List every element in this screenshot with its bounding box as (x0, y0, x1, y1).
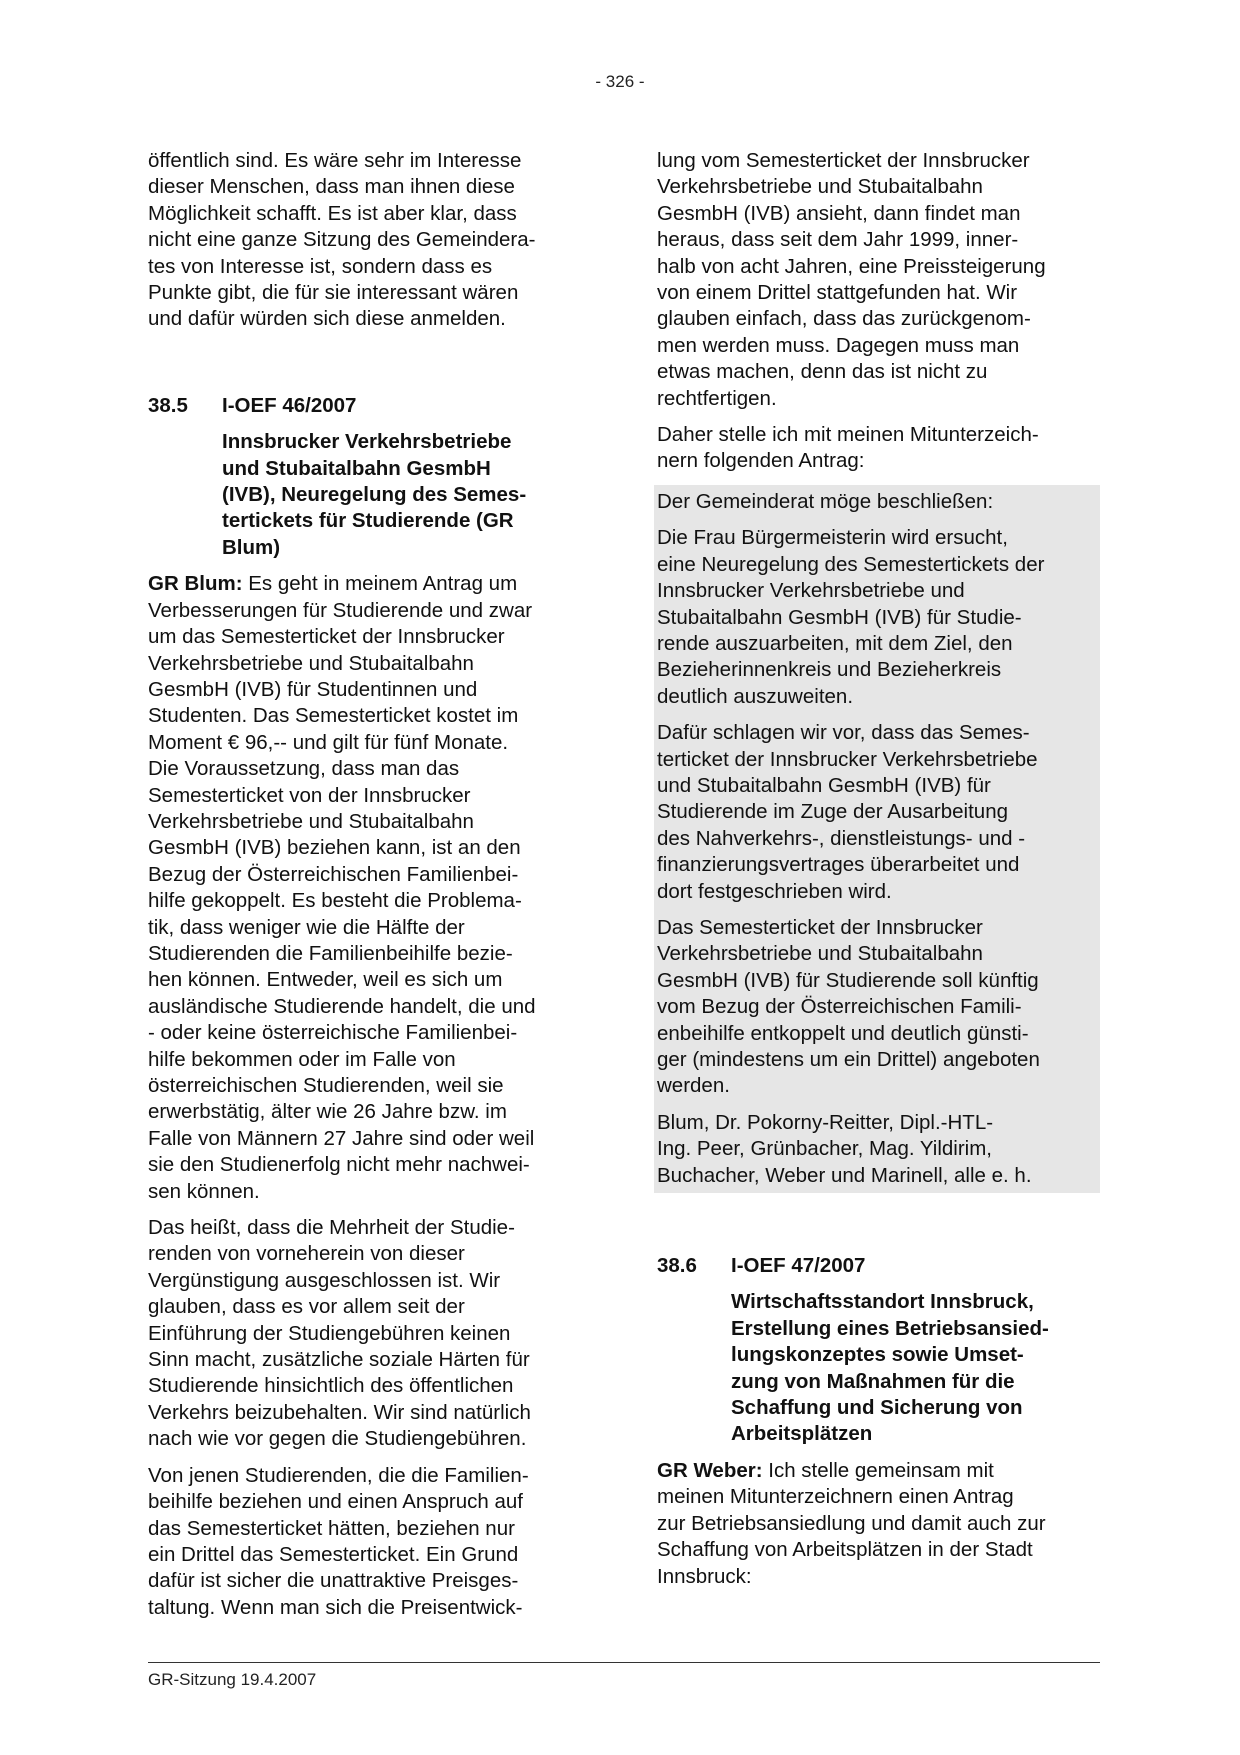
text-line: ein Drittel das Semesterticket. Ein Grund (148, 1542, 519, 1566)
text-line: tes von Interesse ist, sondern dass es (148, 254, 493, 278)
text-line: finanzierungsvertrages überarbeitet und (657, 853, 1020, 877)
text-line: Schaffung und Sicherung von (731, 1396, 1023, 1420)
text-line: Semesterticket von der Innsbrucker (148, 783, 471, 807)
text-line: hilfe gekoppelt. Es besteht die Problema- (148, 889, 522, 913)
text-line: österreichischen Studierenden, weil sie (148, 1074, 504, 1097)
text-line: und Stubaitalbahn GesmbH (222, 456, 491, 480)
text-line: Möglichkeit schafft. Es ist aber klar, dass (148, 201, 517, 225)
motion-decoupling-paragraph (657, 915, 1097, 1100)
section-code: I-OEF 46/2007 (222, 393, 357, 417)
speaker-label: GR Weber: (657, 1458, 763, 1482)
text-line: hilfe bekommen oder im Falle von (148, 1047, 456, 1071)
speech-gr-weber (657, 1458, 1097, 1590)
text-line: und Stubaitalbahn GesmbH (IVB) für (657, 773, 991, 797)
text-line: Punkte gibt, die für sie interessant wären (148, 281, 519, 305)
speech-first-line-text: Es geht in meinem Antrag um (242, 572, 518, 596)
speaker-label: GR Blum: (148, 572, 243, 596)
text-line: Ing. Peer, Grünbacher, Mag. Yildirim, (657, 1137, 992, 1161)
text-line: Das heißt, dass die Mehrheit der Studie- (148, 1216, 515, 1240)
text-line: meinen Mitunterzeichnern einen Antrag (657, 1485, 1014, 1509)
text-line: taltung. Wenn man sich die Preisentwick- (148, 1595, 523, 1619)
text-line: nach wie vor gegen die Studiengebühren. (148, 1427, 527, 1451)
text-line: Innsbruck: (657, 1564, 752, 1588)
section-number: 38.6 (657, 1254, 697, 1278)
text-line: sie den Studienerfolg nicht mehr nachwei- (148, 1153, 530, 1177)
text-line: zur Betriebsansiedlung und damit auch zur (657, 1511, 1046, 1535)
text-line: renden von vorneherein von dieser (148, 1242, 465, 1266)
right-column (657, 148, 1097, 1600)
speech-body (148, 598, 588, 1205)
text-line: glauben einfach, dass das zurückgenom- (657, 307, 1031, 331)
text-line: des Nahverkehrs-, dienstleistungs- und - (657, 826, 1026, 850)
text-line: - oder keine österreichische Familienbei- (148, 1021, 518, 1045)
text-line: rechtfertigen. (657, 386, 777, 410)
text-line: deutlich auszuweiten. (657, 684, 854, 708)
section-heading-38-5 (148, 393, 588, 419)
motion-resolution-line (657, 489, 1097, 515)
text-line: GesmbH (IVB) für Studentinnen und (148, 677, 478, 701)
text-line: Wirtschaftsstandort Innsbruck, (731, 1290, 1034, 1314)
motion-proposal-paragraph (657, 720, 1097, 905)
speech-first-line (657, 1458, 1097, 1484)
text-line: ger (mindestens um ein Drittel) angeboten (657, 1048, 1040, 1071)
text-line: eine Neuregelung des Semestertickets der (657, 552, 1045, 576)
text-line: Verkehrsbetriebe und Stubaitalbahn (657, 942, 983, 966)
text-line: Verkehrsbetriebe und Stubaitalbahn (657, 175, 983, 199)
text-line: ausländische Studierende handelt, die und (148, 994, 536, 1018)
motion-intro-paragraph (657, 422, 1097, 475)
text-line: Studenten. Das Semesterticket kostet im (148, 704, 519, 728)
text-line: Die Frau Bürgermeisterin wird ersucht, (657, 526, 1008, 550)
section-gap (657, 1193, 1097, 1253)
text-line: etwas machen, denn das ist nicht zu (657, 360, 988, 384)
section-title-38-6 (731, 1289, 1097, 1447)
text-line: GesmbH (IVB) ansieht, dann findet man (657, 201, 1021, 225)
text-line: Studierende hinsichtlich des öffentlichen (148, 1374, 514, 1398)
paragraph-price-development (148, 1463, 588, 1621)
text-line: Bezug der Österreichischen Familienbei- (148, 862, 519, 886)
text-line: Die Voraussetzung, dass man das (148, 757, 460, 781)
text-line: Falle von Männern 27 Jahre sind oder weil (148, 1126, 535, 1150)
text-line: hen können. Entweder, weil es sich um (148, 968, 503, 992)
continuation-paragraph (657, 148, 1097, 412)
left-column (148, 148, 588, 1631)
text-line: Bezieherinnenkreis und Bezieherkreis (657, 658, 1002, 682)
text-line: Arbeitsplätzen (731, 1422, 873, 1446)
text-line: zung von Maßnahmen für die (731, 1369, 1015, 1393)
motion-box (654, 485, 1100, 1193)
section-number: 38.5 (148, 393, 188, 417)
section-code: I-OEF 47/2007 (731, 1254, 866, 1278)
text-line: Blum, Dr. Pokorny-Reitter, Dipl.-HTL- (657, 1110, 994, 1134)
text-line: von einem Drittel stattgefunden hat. Wir (657, 281, 1018, 305)
motion-signatories (657, 1110, 1097, 1189)
text-line: Studierenden die Familienbeihilfe bezie- (148, 941, 513, 965)
speech-body (657, 1484, 1097, 1590)
text-line: tertickets für Studierende (GR (222, 509, 514, 533)
text-line: nern folgenden Antrag: (657, 449, 865, 473)
page-number: - 326 - (595, 72, 645, 91)
text-line: Von jenen Studierenden, die die Familien- (148, 1463, 529, 1487)
text-line: um das Semesterticket der Innsbrucker (148, 625, 505, 649)
text-line: Der Gemeinderat möge beschließen: (657, 489, 994, 513)
text-line: Stubaitalbahn GesmbH (IVB) für Studie- (657, 605, 1022, 629)
text-line: beihilfe beziehen und einen Anspruch auf (148, 1490, 523, 1514)
motion-request-paragraph (657, 525, 1097, 710)
text-line: Verkehrs beizubehalten. Wir sind natürlich (148, 1400, 531, 1424)
speech-first-line (148, 571, 588, 597)
text-line: erwerbstätig, älter wie 26 Jahre bzw. im (148, 1100, 507, 1124)
text-line: GesmbH (IVB) für Studierende soll künftig (657, 968, 1039, 992)
text-line: dort festgeschrieben wird. (657, 879, 892, 903)
text-line: men werden muss. Dagegen muss man (657, 333, 1020, 357)
text-line: Sinn macht, zusätzliche soziale Härten für (148, 1348, 530, 1372)
text-line: Vergünstigung ausgeschlossen ist. Wir (148, 1268, 501, 1292)
intro-paragraph (148, 148, 588, 333)
text-line: Studierende im Zuge der Ausarbeitung (657, 800, 1009, 824)
section-gap (148, 343, 588, 393)
text-line: terticket der Innsbrucker Verkehrsbetriebe (657, 747, 1038, 771)
text-line: Schaffung von Arbeitsplätzen in der Stadt (657, 1538, 1033, 1562)
footer-divider (148, 1662, 1100, 1663)
text-line: Innsbrucker Verkehrsbetriebe und (657, 579, 965, 603)
text-line: Verkehrsbetriebe und Stubaitalbahn (148, 651, 474, 675)
text-line: glauben, dass es vor allem seit der (148, 1295, 465, 1319)
text-line: Moment € 96,-- und gilt für fünf Monate. (148, 730, 509, 754)
speech-first-line-text: Ich stelle gemeinsam mit (762, 1458, 994, 1482)
text-line: Verkehrsbetriebe und Stubaitalbahn (148, 809, 474, 833)
text-line: vom Bezug der Österreichischen Famili- (657, 995, 1022, 1019)
paragraph-majority-excluded (148, 1215, 588, 1453)
text-line: GesmbH (IVB) beziehen kann, ist an den (148, 836, 521, 860)
text-line: dieser Menschen, dass man ihnen diese (148, 175, 515, 199)
text-line: sen können. (148, 1179, 260, 1203)
text-line: tik, dass weniger wie die Hälfte der (148, 915, 465, 939)
text-line: Innsbrucker Verkehrsbetriebe (222, 430, 512, 454)
section-heading-38-6 (657, 1253, 1097, 1279)
text-line: Einführung der Studiengebühren keinen (148, 1321, 511, 1345)
text-line: heraus, dass seit dem Jahr 1999, inner- (657, 228, 1019, 252)
text-line: Erstellung eines Betriebsansied- (731, 1316, 1049, 1340)
text-line: Das Semesterticket der Innsbrucker (657, 915, 983, 939)
text-line: und dafür würden sich diese anmelden. (148, 307, 506, 331)
text-line: enbeihilfe entkoppelt und deutlich günsti- (657, 1021, 1029, 1045)
text-line: lungskonzeptes sowie Umset- (731, 1343, 1024, 1367)
text-line: dafür ist sicher die unattraktive Preisges- (148, 1569, 519, 1593)
text-line: öffentlich sind. Es wäre sehr im Interesse (148, 149, 522, 172)
text-line: lung vom Semesterticket der Innsbrucker (657, 149, 1030, 172)
speech-gr-blum (148, 571, 588, 1205)
text-line: Buchacher, Weber und Marinell, alle e. h. (657, 1163, 1032, 1187)
text-line: werden. (657, 1074, 730, 1098)
section-title-38-5 (222, 429, 588, 561)
footer-session-date: GR-Sitzung 19.4.2007 (148, 1670, 317, 1689)
text-line: das Semesterticket hätten, beziehen nur (148, 1516, 515, 1540)
text-line: halb von acht Jahren, eine Preissteigerung (657, 254, 1046, 278)
text-line: Dafür schlagen wir vor, dass das Semes- (657, 721, 1030, 745)
text-line: Daher stelle ich mit meinen Mitunterzeich- (657, 423, 1039, 447)
text-line: rende auszuarbeiten, mit dem Ziel, den (657, 631, 1013, 655)
text-line: Blum) (222, 535, 281, 559)
text-line: nicht eine ganze Sitzung des Gemeindera- (148, 228, 536, 252)
text-line: Verbesserungen für Studierende und zwar (148, 598, 533, 622)
text-line: (IVB), Neuregelung des Semes- (222, 483, 527, 507)
